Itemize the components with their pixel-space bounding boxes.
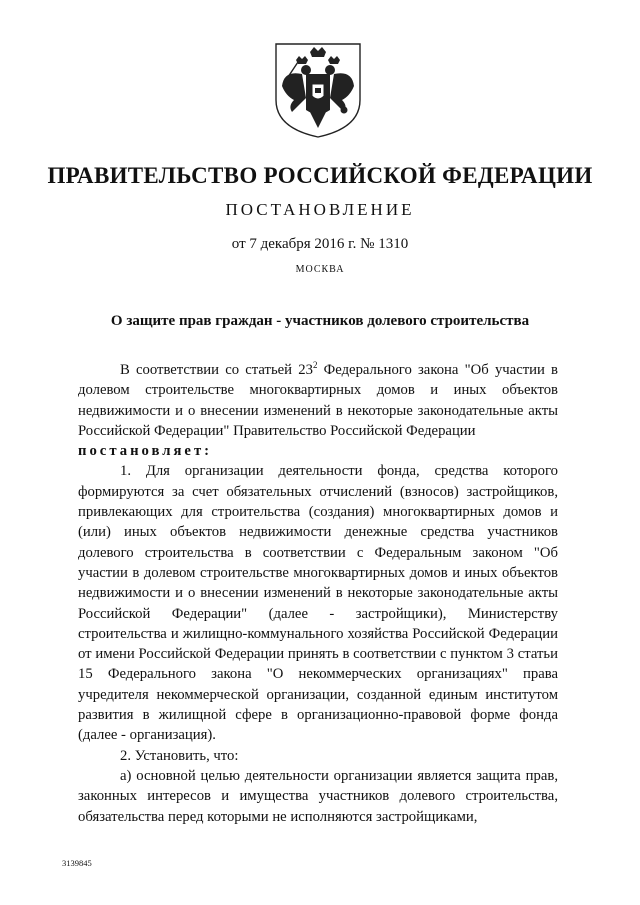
government-heading: ПРАВИТЕЛЬСТВО РОССИЙСКОЙ ФЕДЕРАЦИИ: [47, 163, 593, 188]
item-2a-paragraph: а) основной целью деятельности организации является защита прав, законных интересов и имущества участников долевого строительства, обязательства перед которыми не исполняются застройщиками,: [78, 767, 558, 825]
item-1-paragraph: 1. Для организации деятельности фонда, средства которого формируются за счет обязательных отчислений (взносов) застройщиков, привлекающих для строительства (создания) многоквартирных домов и (или) иных объектов недвижимости денежные средства участников долевого строительства в соответствии с Федеральным законом "Об участии в долевом строительстве многоквартирных домов и иных объектов недвижимости и о внесении изменений в некоторые законодательные акты Российской Федерации" (далее - застройщики), Министерству строительства и жилищно-коммунального хозяйства Российской Федерации от имени Российской Федерации принять в соответствии с пунктом 3 статьи 15 Федерального закона "О некоммерческих организациях" права учредителя некоммерческой организации, созданной единым институтом развития в жилищной сфере в организационно-правовой форме фонда (далее - организация).: [78, 463, 558, 744]
document-body: [78, 360, 558, 827]
city-label: МОСКВА: [295, 264, 345, 275]
decree-date-number: от 7 декабря 2016 г. № 1310: [231, 236, 409, 252]
document-code: 3139845: [62, 858, 92, 868]
document-title: О защите прав граждан - участников долевого строительства: [110, 313, 530, 329]
decides-paragraph: [78, 441, 558, 461]
article-superscript: 2: [312, 360, 318, 371]
decides-label: постановляет:: [78, 443, 213, 460]
decree-label: ПОСТАНОВЛЕНИЕ: [225, 200, 415, 219]
preamble-text-b: Федерального закона "Об участии в долевом строительстве многоквартирных домов и иных объектов недвижимости и о внесении изменений в некоторые законодательные акты Российской Федерации" Правительство Российской Федерации: [78, 362, 558, 439]
item-2-paragraph: 2. Установить, что:: [120, 747, 239, 764]
coat-of-arms-emblem: [272, 40, 364, 140]
preamble-paragraph: [78, 360, 558, 441]
preamble-text-a: В соответствии со статьей 23: [120, 362, 313, 378]
